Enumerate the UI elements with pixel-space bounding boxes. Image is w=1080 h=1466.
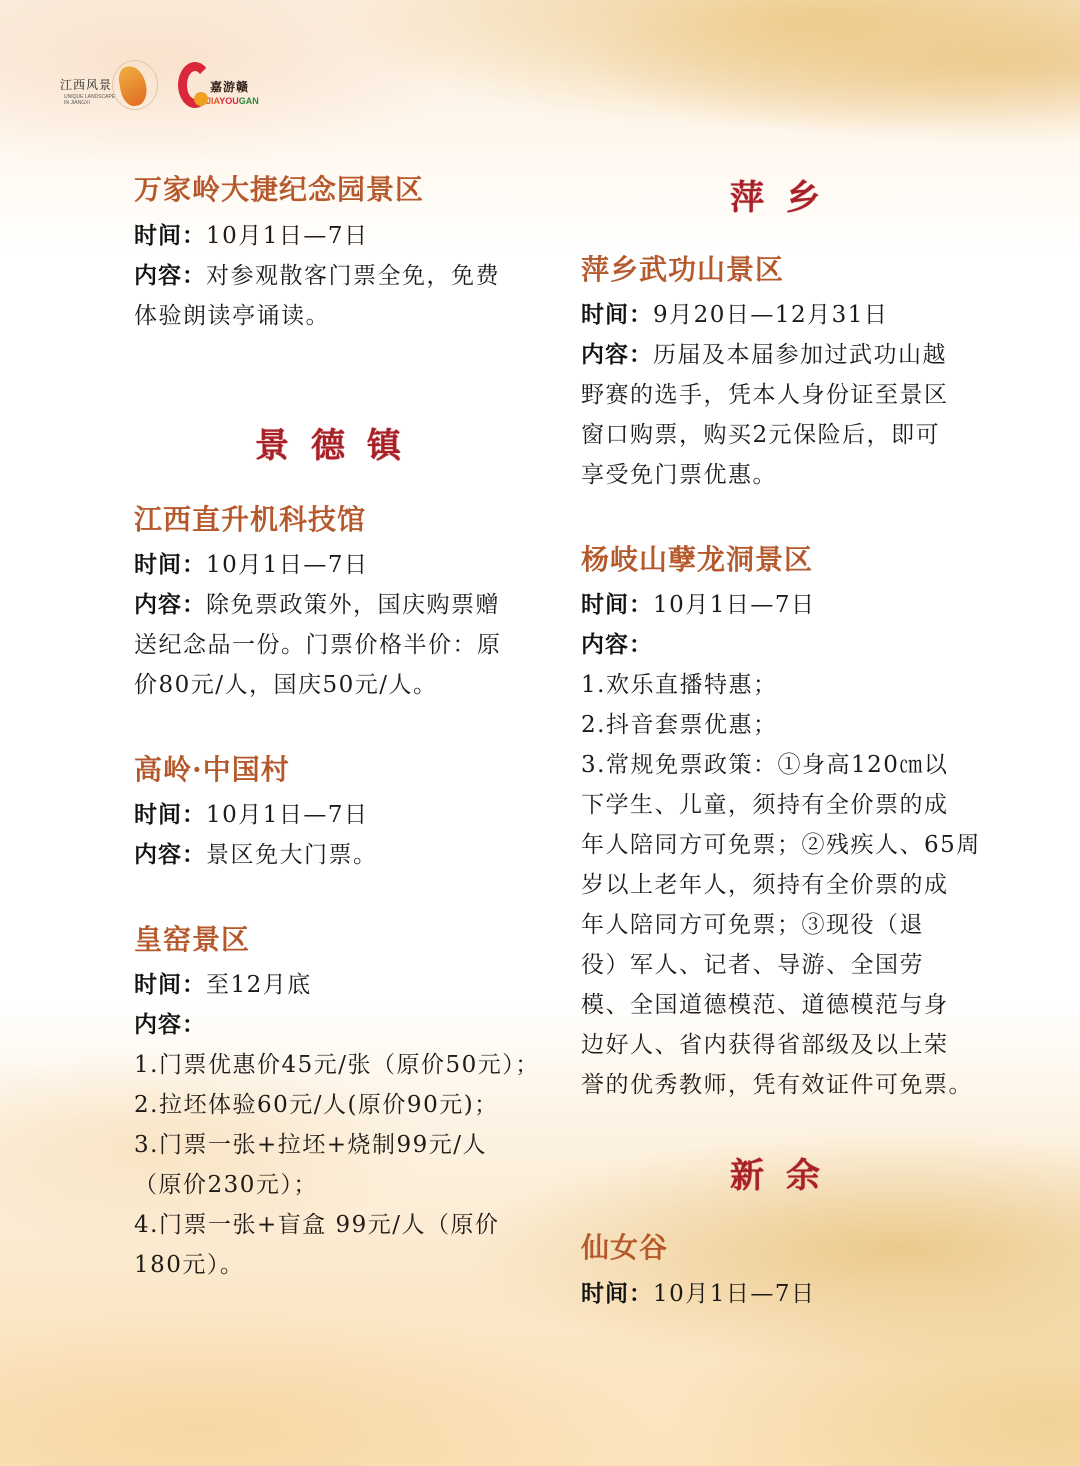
logo1-text: 江西风景 xyxy=(60,78,113,92)
content-line: 年人陪同方可免票；②残疾人、65周 xyxy=(581,832,981,858)
content-line: 3.常规免票政策：①身高120㎝以 xyxy=(581,752,949,778)
content-line: 野赛的选手，凭本人身份证至景区 xyxy=(581,382,949,408)
time-row: 时间：10月1日—7日 xyxy=(134,552,369,578)
venue-title: 萍乡武功山景区 xyxy=(581,253,785,286)
content-row: 内容：除免票政策外，国庆购票赠 xyxy=(134,592,500,618)
content-line: 体验朗读亭诵读。 xyxy=(134,303,330,329)
venue-title: 仙女谷 xyxy=(581,1231,669,1264)
content-line: 模、全国道德模范、道德模范与身 xyxy=(581,992,949,1018)
content-label: 内容： xyxy=(134,1012,206,1038)
content-line: 年人陪同方可免票；③现役（退 xyxy=(581,912,924,938)
city-heading: 新余 xyxy=(730,1156,842,1196)
venue-title: 皇窑景区 xyxy=(134,923,251,956)
time-row: 时间：至12月底 xyxy=(134,972,312,998)
content-line: 窗口购票，购买2元保险后，即可 xyxy=(581,422,941,448)
content-line: 誉的优秀教师，凭有效证件可免票。 xyxy=(581,1072,973,1098)
logo2-en-text: JIAYOUGAN xyxy=(206,96,259,106)
content-line: 享受免门票优惠。 xyxy=(581,462,777,488)
content-line: 4.门票一张+盲盒 99元/人（原价 xyxy=(134,1212,500,1238)
content-line: 2.拉坯体验60元/人(原价90元)； xyxy=(134,1092,499,1118)
jiayougan-logo xyxy=(176,58,272,114)
content-line: （原价230元）； xyxy=(134,1172,318,1198)
time-row: 时间：9月20日—12月31日 xyxy=(581,302,889,328)
content-line: 180元）。 xyxy=(134,1252,245,1278)
content-line: 送纪念品一份。门票价格半价：原 xyxy=(134,632,502,658)
content-row: 内容：景区免大门票。 xyxy=(134,842,378,868)
logo1-subtitle: UNIQUE LANDSCAPE IN JIANGXI xyxy=(64,94,116,106)
jiangxi-scenery-logo xyxy=(58,58,158,114)
content-row: 内容：对参观散客门票全免，免费 xyxy=(134,263,500,289)
time-row: 时间：10月1日—7日 xyxy=(134,223,369,249)
content-line: 价80元/人，国庆50元/人。 xyxy=(134,672,438,698)
content-line: 下学生、儿童，须持有全价票的成 xyxy=(581,792,949,818)
content-line: 3.门票一张+拉坯+烧制99元/人 xyxy=(134,1132,488,1158)
time-row: 时间：10月1日—7日 xyxy=(581,1281,816,1307)
venue-title: 江西直升机科技馆 xyxy=(134,503,367,536)
content-line: 2.抖音套票优惠； xyxy=(581,712,778,738)
content-row: 内容：历届及本届参加过武功山越 xyxy=(581,342,947,368)
content-line: 边好人、省内获得省部级及以上荣 xyxy=(581,1032,949,1058)
content-label: 内容： xyxy=(581,632,653,658)
content-line: 1.门票优惠价45元/张（原价50元）； xyxy=(134,1052,540,1078)
venue-title: 高岭·中国村 xyxy=(134,753,290,786)
venue-title: 万家岭大捷纪念园景区 xyxy=(134,173,425,206)
time-row: 时间：10月1日—7日 xyxy=(134,802,369,828)
content-line: 1.欢乐直播特惠； xyxy=(581,672,778,698)
header-logos xyxy=(58,58,272,114)
content-line: 役）军人、记者、导游、全国劳 xyxy=(581,952,924,978)
time-row: 时间：10月1日—7日 xyxy=(581,592,816,618)
venue-title: 杨岐山孽龙洞景区 xyxy=(581,543,814,576)
city-heading: 景德镇 xyxy=(255,426,423,466)
city-heading: 萍乡 xyxy=(730,178,842,218)
logo2-text: 嘉游赣 xyxy=(210,80,250,94)
content-line: 岁以上老年人，须持有全价票的成 xyxy=(581,872,949,898)
